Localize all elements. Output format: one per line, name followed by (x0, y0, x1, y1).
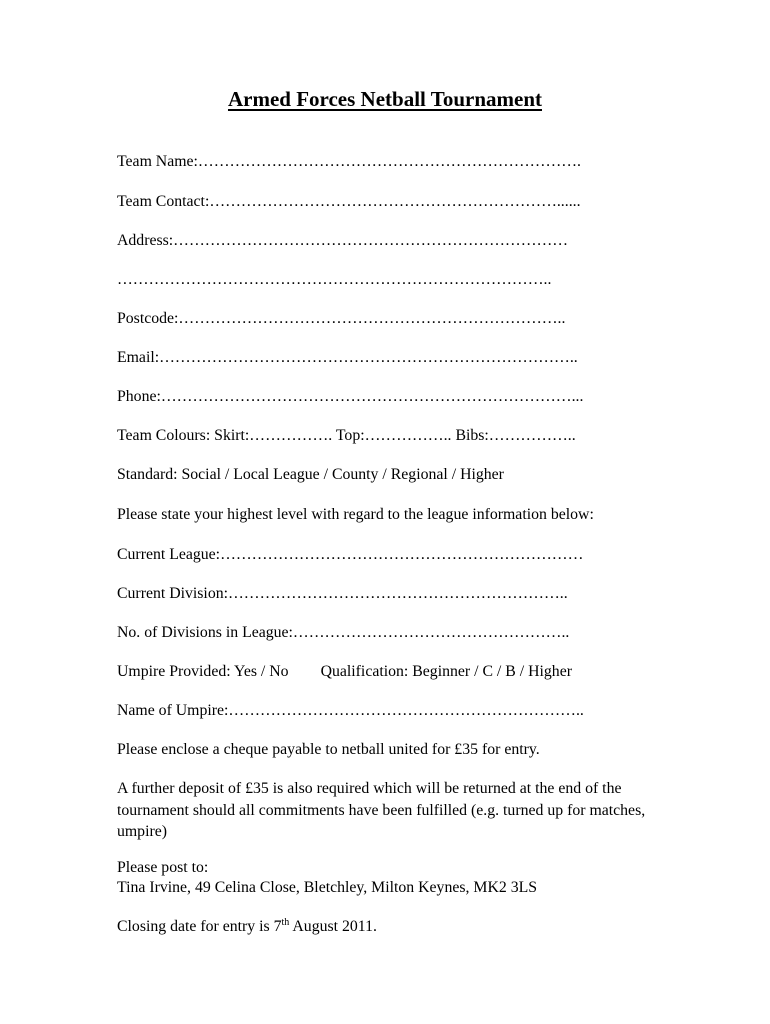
address-field[interactable]: Address:………………………………………………………………… (117, 232, 569, 249)
deposit-instruction: A further deposit of £35 is also required which will be returned at the end of the tournament should all commitments have been fulfilled (e.g. turned up for matches, umpire) (117, 780, 646, 840)
current-division-field[interactable]: Current Division:……………………………………………………….. (117, 585, 568, 602)
postcode-field[interactable]: Postcode:……………………………………………………………….. (117, 310, 566, 327)
closing-date-suffix: August 2011. (289, 918, 377, 935)
current-league-field[interactable]: Current League:…………………………………………………………… (117, 546, 584, 563)
team-contact-field[interactable]: Team Contact:…………………………………………………………...... (117, 193, 581, 210)
highest-level-instruction: Please state your highest level with regard to the league information below: (117, 506, 594, 523)
team-name-field[interactable]: Team Name:………………………………………………………………. (117, 153, 581, 170)
closing-date-prefix: Closing date for entry is 7 (117, 918, 282, 935)
post-to-address: Tina Irvine, 49 Celina Close, Bletchley, Milton Keynes, MK2 3LS (117, 879, 538, 896)
email-field[interactable]: Email:…………………………………………………………………….. (117, 349, 578, 366)
team-colours-field[interactable]: Team Colours: Skirt:……………. Top:…………….. Bibs:…………….. (117, 427, 576, 444)
cheque-instruction: Please enclose a cheque payable to netball united for £35 for entry. (117, 741, 540, 758)
post-to-label: Please post to: (117, 859, 209, 876)
name-of-umpire-field[interactable]: Name of Umpire:………………………………………………………….. (117, 702, 584, 719)
no-of-divisions-field[interactable]: No. of Divisions in League:…………………………………………….. (117, 624, 570, 641)
address-line2-field[interactable]: ……………………………………………………………………….. (117, 271, 552, 288)
umpire-row (117, 662, 572, 682)
phone-field[interactable]: Phone:……………………………………………………………………... (117, 388, 584, 405)
page-title: Armed Forces Netball Tournament (227, 87, 542, 111)
qualification-options[interactable]: Qualification: Beginner / C / B / Higher (320, 663, 572, 680)
standard-options[interactable]: Standard: Social / Local League / County / Regional / Higher (117, 466, 504, 483)
closing-date-ordinal: th (281, 917, 290, 928)
closing-date (117, 917, 377, 937)
umpire-provided-options[interactable]: Umpire Provided: Yes / No (117, 663, 289, 680)
